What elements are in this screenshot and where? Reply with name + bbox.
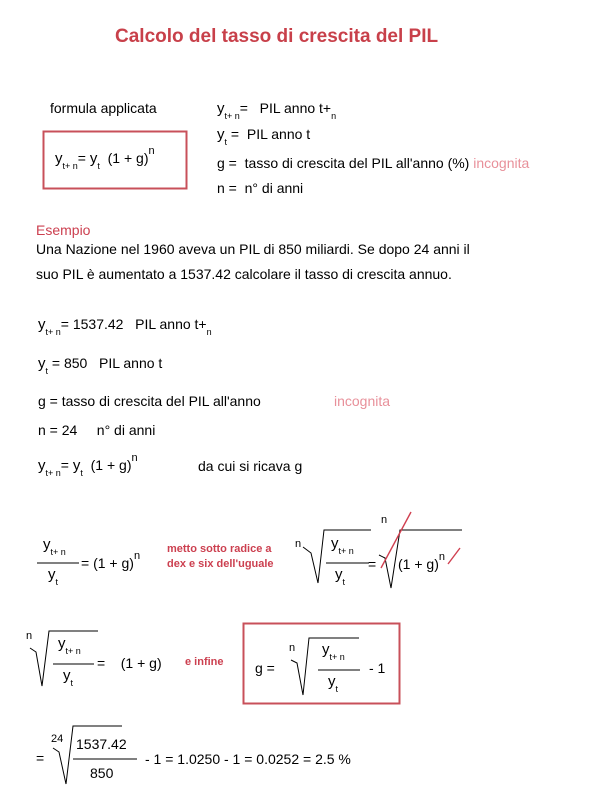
- rad1-num-sub: t+ n: [338, 546, 354, 556]
- def-n: [217, 180, 303, 196]
- formula-sub-t: t: [97, 161, 100, 171]
- radical1-index: n: [295, 538, 302, 550]
- rad2-exp: n: [438, 551, 445, 563]
- rad3-den-sub: t: [70, 678, 74, 688]
- formula-y-lhs: y: [55, 150, 63, 167]
- given3-text: g = tasso di crescita del PIL all'anno: [38, 393, 261, 409]
- given5-factor: (1 + g): [90, 457, 132, 473]
- rad1-num-y: y: [331, 535, 339, 552]
- def3-lhs: g =: [217, 155, 237, 171]
- given4-desc: n° di anni: [96, 422, 156, 438]
- given1-sub: t+ n: [45, 327, 61, 337]
- def2-eq: =: [230, 126, 240, 142]
- radical2-index: n: [381, 514, 388, 526]
- rad3-num-sub: t+ n: [65, 646, 81, 656]
- radical1-numerator: [331, 535, 354, 556]
- formula-exp: n: [148, 145, 155, 157]
- step-note-2: dex e six dell'uguale: [167, 558, 274, 570]
- radical1-denominator: [335, 566, 346, 587]
- def4-lhs: n =: [217, 180, 237, 196]
- step1-num-y: y: [43, 536, 51, 553]
- step1-den-y: y: [48, 566, 56, 583]
- given1-value: = 1537.42: [60, 316, 124, 332]
- step1-denominator: [48, 566, 59, 587]
- step1-eq: =: [81, 555, 90, 571]
- step1-num-sub: t+ n: [50, 547, 66, 557]
- def-y-t: [217, 126, 311, 147]
- given2-y: y: [38, 355, 46, 372]
- step1-rhs: [81, 550, 141, 571]
- given-y-tn: [38, 316, 212, 337]
- final-numerator: 1537.42: [76, 736, 127, 752]
- result-g-eq: g =: [255, 660, 275, 676]
- given2-desc: PIL anno t: [99, 355, 163, 371]
- def2-sub: t: [224, 137, 228, 147]
- def4-text: n° di anni: [244, 180, 304, 196]
- given5-y-rhs: y: [72, 457, 81, 474]
- given-n: [38, 422, 155, 438]
- def1-eq: =: [239, 100, 248, 116]
- def1-n: n: [331, 111, 337, 121]
- result-root-index: n: [289, 642, 296, 654]
- step1-den-sub: t: [55, 577, 59, 587]
- given1-y: y: [38, 316, 46, 333]
- step1-numerator: [43, 536, 66, 557]
- step-note-1: metto sotto radice a: [167, 543, 272, 555]
- given5-exp: n: [131, 452, 138, 464]
- rad1-den-y: y: [335, 566, 343, 583]
- e-infine: e infine: [185, 656, 224, 668]
- final-eq: =: [36, 750, 45, 766]
- given5-eq: =: [60, 457, 69, 473]
- def2-text: PIL anno t: [246, 126, 311, 142]
- step2-factor: (1 + g): [120, 655, 162, 671]
- step2-rhs: [97, 655, 162, 671]
- def2-y: y: [217, 126, 225, 143]
- res-den-y: y: [328, 673, 336, 690]
- example-heading: Esempio: [36, 222, 91, 238]
- radical1-eq: =: [368, 556, 377, 572]
- given5-sub-t: t: [80, 468, 83, 478]
- step2-eq: =: [97, 655, 106, 671]
- given5-y-lhs: y: [38, 457, 46, 474]
- strike-exponent: [448, 548, 460, 564]
- formula-label: formula applicata: [50, 100, 157, 116]
- def-y-tn: [217, 100, 337, 121]
- page-title: Calcolo del tasso di crescita del PIL: [115, 26, 439, 47]
- def3-unknown: incognita: [473, 155, 530, 171]
- step1-exp: n: [133, 550, 141, 562]
- step1-factor: (1 + g): [93, 555, 134, 571]
- formula-main: [55, 145, 155, 171]
- result-numerator: [322, 641, 345, 662]
- given-y-t: [38, 355, 163, 376]
- res-num-sub: t+ n: [329, 652, 345, 662]
- def1-text: PIL anno t+: [259, 100, 332, 116]
- given-g: [38, 393, 261, 409]
- def1-sub: t+ n: [224, 111, 240, 121]
- example-line-1: Una Nazione nel 1960 aveva un PIL di 850 miliardi. Se dopo 24 anni il: [36, 241, 470, 257]
- final-denominator: 850: [90, 765, 114, 781]
- formula-y-rhs: y: [89, 150, 98, 167]
- given2-value: = 850: [51, 355, 88, 371]
- radical2-content: [398, 551, 445, 572]
- radical3-index: n: [26, 630, 33, 642]
- formula-sub-tn: t+ n: [62, 161, 78, 171]
- given-note: da cui si ricava g: [198, 458, 303, 474]
- final-result: - 1 = 1.0250 - 1 = 0.0252 = 2.5 %: [145, 751, 351, 767]
- res-num-y: y: [322, 641, 330, 658]
- example-line-2: suo PIL è aumentato a 1537.42 calcolare il tasso di crescita annuo.: [36, 266, 452, 282]
- radical3-numerator: [58, 635, 81, 656]
- def-g: [217, 155, 529, 171]
- rad3-den-y: y: [63, 667, 71, 684]
- given2-sub: t: [45, 366, 49, 376]
- result-denominator: [328, 673, 339, 694]
- formula-factor: (1 + g): [107, 150, 149, 166]
- final-root-index: 24: [51, 733, 64, 745]
- def3-text: tasso di crescita del PIL all'anno (%): [244, 155, 470, 171]
- given1-desc: PIL anno t+: [135, 316, 207, 332]
- rad3-num-y: y: [58, 635, 66, 652]
- formula-eq: =: [77, 150, 86, 166]
- radical3-denominator: [63, 667, 74, 688]
- result-minus-one: - 1: [369, 660, 386, 676]
- given5-sub-tn: t+ n: [45, 468, 61, 478]
- def1-y: y: [217, 100, 225, 117]
- given1-n: n: [206, 327, 212, 337]
- res-den-sub: t: [335, 684, 339, 694]
- given-formula: [38, 452, 138, 478]
- given4-text: n = 24: [38, 422, 78, 438]
- rad2-factor: (1 + g): [398, 556, 439, 572]
- given-g-unknown: incognita: [334, 393, 391, 409]
- rad1-den-sub: t: [342, 577, 346, 587]
